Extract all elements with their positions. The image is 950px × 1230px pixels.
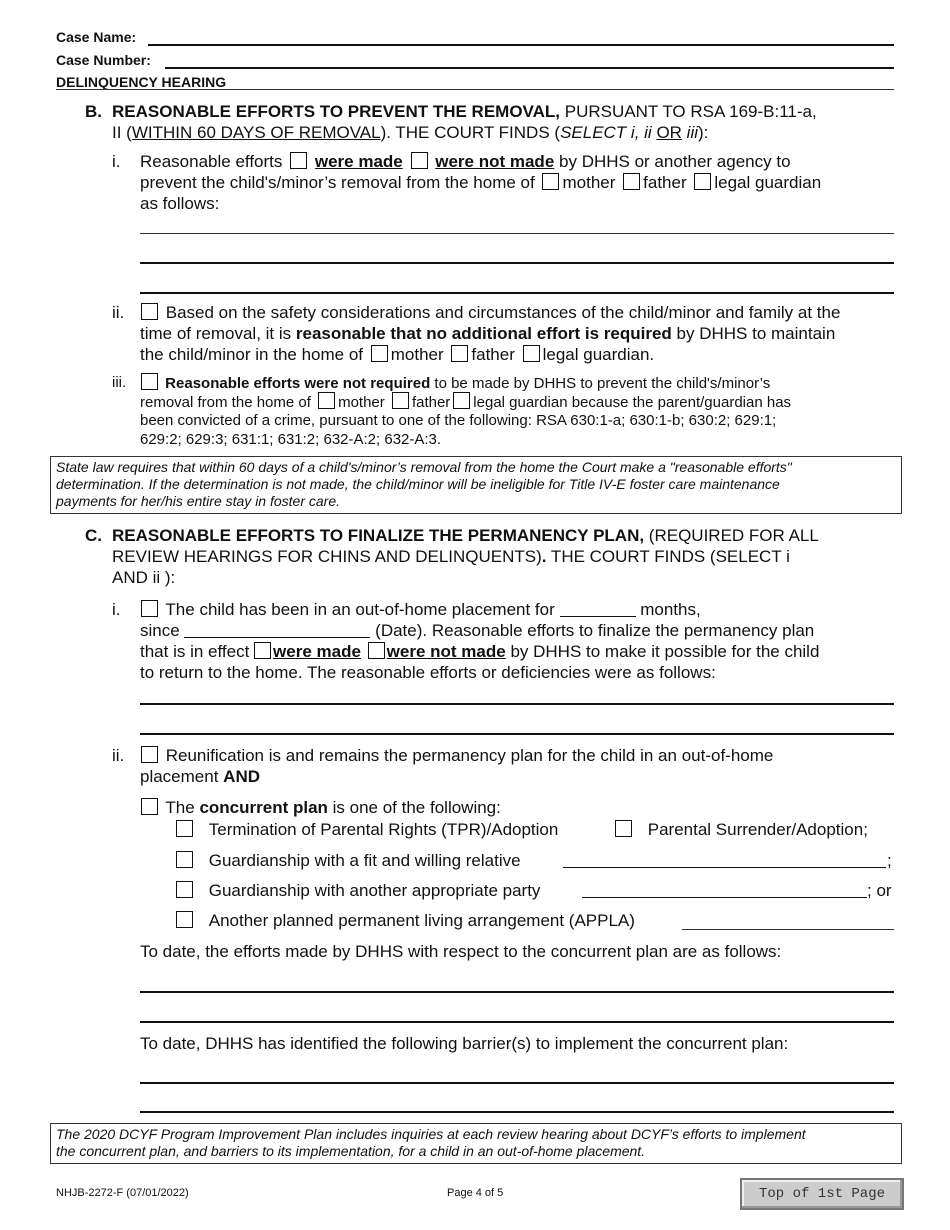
c-i-line4: to return to the home. The reasonable efforts or deficiencies were as follows: (140, 663, 716, 682)
t: The (165, 798, 200, 817)
t: Reasonable efforts were not required (165, 375, 431, 392)
note-line: the concurrent plan, and barriers to its implementation, for a child in an out-of-home placement. (56, 1143, 646, 1159)
t: REVIEW HEARINGS FOR CHINS AND DELINQUENTS) (112, 547, 542, 566)
c-ii-checkbox[interactable] (141, 746, 158, 763)
c-i-made-checkbox[interactable] (254, 642, 271, 659)
note-line: determination. If the determination is not made, the child/minor will be ineligible for Title IV-E foster care maintenance (56, 476, 780, 492)
b-iii-checkbox[interactable] (141, 373, 158, 390)
note-line: payments for her/his entire stay in foster care. (56, 493, 341, 509)
b-i-answer-line[interactable] (140, 292, 894, 294)
barriers-answer-line[interactable] (140, 1111, 894, 1113)
t: THE COURT FINDS (SELECT i (546, 547, 790, 566)
c-i-line2 (140, 620, 814, 641)
b-ii-checkbox[interactable] (141, 303, 158, 320)
t: time of removal, it is (140, 324, 296, 343)
relative-name-field[interactable] (563, 867, 886, 868)
section-b-note (50, 456, 902, 514)
t: Termination of Parental Rights (TPR)/Adoption (208, 820, 559, 839)
b-ii-guardian-checkbox[interactable] (523, 345, 540, 362)
t: were made (273, 642, 361, 661)
t: legal guardian because the parent/guardian has (473, 394, 792, 411)
section-c-subtitle (112, 546, 790, 567)
page-number: Page 4 of 5 (447, 1187, 504, 1199)
concurrent-plan-line (140, 797, 501, 818)
note-line: State law requires that within 60 days of a child's/minor’s removal from the home the Court make a "reasonable efforts" (56, 459, 792, 475)
top-of-first-page-button[interactable]: Top of 1st Page (740, 1178, 904, 1210)
c-i-checkbox[interactable] (141, 600, 158, 617)
section-c-title (112, 525, 819, 546)
t: prevent the child's/minor’s removal from the home of (140, 173, 535, 192)
c-ii-num: ii. (112, 746, 125, 765)
t: mother (562, 173, 616, 192)
surrender-checkbox[interactable] (615, 820, 632, 837)
t: to be made by DHHS to prevent the child's/minor’s (430, 375, 771, 392)
section-c-note (50, 1123, 902, 1164)
case-name-label: Case Name: (56, 29, 137, 45)
t: REASONABLE EFFORTS TO FINALIZE THE PERMANENCY PLAN, (112, 526, 645, 545)
b-ii-num: ii. (112, 303, 125, 322)
b-iii-line3: been convicted of a crime, pursuant to one of the following: RSA 630:1-a; 630:1-b; 630:2; 629:1; (140, 412, 777, 429)
efforts-label: To date, the efforts made by DHHS with respect to the concurrent plan are as follows: (140, 942, 782, 961)
b-iii-father-checkbox[interactable] (392, 392, 409, 409)
other-party-end: ; or (867, 881, 892, 900)
section-b-title (112, 101, 817, 122)
t: by DHHS to make it possible for the child (510, 642, 820, 661)
b-i-mother-checkbox[interactable] (542, 173, 559, 190)
relative-checkbox[interactable] (176, 851, 193, 868)
b-iii-num: iii. (112, 374, 127, 391)
section-c-subtitle-end: AND ii ): (112, 568, 176, 587)
t: that is in effect (140, 642, 250, 661)
t: (Date). Reasonable efforts to finalize the permanency plan (375, 621, 815, 640)
t2: WITHIN 60 DAYS OF REMOVAL (131, 123, 381, 142)
option-tpr (175, 819, 558, 840)
t: legal guardian (714, 173, 822, 192)
b-iii-mother-checkbox[interactable] (318, 392, 335, 409)
t: were made (314, 152, 403, 171)
case-number-field[interactable] (165, 67, 894, 69)
t: Parental Surrender/Adoption; (647, 820, 868, 839)
option-appla (175, 910, 635, 931)
option-surrender (614, 819, 868, 840)
t: is one of the following: (327, 798, 501, 817)
b-i-line2 (140, 172, 821, 193)
barriers-label: To date, DHHS has identified the following barrier(s) to implement the concurrent plan: (140, 1034, 789, 1053)
b-ii-mother-checkbox[interactable] (371, 345, 388, 362)
t: . (541, 547, 547, 566)
t: (REQUIRED FOR ALL (644, 526, 819, 545)
t: months, (640, 600, 701, 619)
t: Guardianship with a fit and willing relative (208, 851, 521, 870)
barriers-answer-line[interactable] (140, 1082, 894, 1084)
b-ii-line1 (140, 302, 840, 323)
hearing-type-label: DELINQUENCY HEARING (56, 74, 227, 90)
section-b-letter: B. (85, 102, 102, 121)
t1: II ( (112, 123, 132, 142)
concurrent-plan-checkbox[interactable] (141, 798, 158, 815)
b-ii-line3 (140, 344, 654, 365)
t: AND (223, 767, 261, 786)
section-b-subtitle (112, 122, 708, 143)
t: were not made (435, 152, 555, 171)
section-b-title-rest: PURSUANT TO RSA 169-B:11-a, (560, 102, 817, 121)
t4: SELECT i, ii (560, 123, 652, 142)
t: reasonable that no additional effort is required (295, 324, 672, 343)
b-i-guardian-checkbox[interactable] (694, 173, 711, 190)
t: the child/minor in the home of (140, 345, 364, 364)
other-party-name-field[interactable] (582, 897, 867, 898)
c-ii-line1 (140, 745, 773, 766)
b-i-answer-line[interactable] (140, 233, 894, 234)
t7: ): (698, 123, 709, 142)
t: father (411, 394, 451, 411)
form-id: NHJB-2272-F (07/01/2022) (56, 1187, 189, 1199)
t: by DHHS or another agency to (559, 152, 791, 171)
case-name-field[interactable] (148, 44, 894, 46)
c-i-line1 (140, 599, 701, 620)
b-iii-line2 (140, 392, 791, 412)
t: father (471, 345, 515, 364)
b-i-answer-line[interactable] (140, 262, 894, 264)
tpr-checkbox[interactable] (176, 820, 193, 837)
b-ii-father-checkbox[interactable] (451, 345, 468, 362)
appla-field[interactable] (682, 929, 894, 930)
b-i-made-checkbox[interactable] (290, 152, 307, 169)
t: since (140, 621, 180, 640)
b-i-not-made-checkbox[interactable] (411, 152, 428, 169)
c-i-answer-line[interactable] (140, 703, 894, 705)
b-iii-guardian-checkbox[interactable] (453, 392, 470, 409)
t: The child has been in an out-of-home placement for (165, 600, 555, 619)
c-i-line3 (140, 641, 819, 662)
c-i-num: i. (112, 600, 121, 619)
other-party-checkbox[interactable] (176, 881, 193, 898)
t6: iii (686, 123, 699, 142)
t: mother (338, 394, 385, 411)
b-i-father-checkbox[interactable] (623, 173, 640, 190)
t: placement (140, 767, 224, 786)
efforts-answer-line[interactable] (140, 1021, 894, 1023)
t: father (643, 173, 687, 192)
t: mother (390, 345, 444, 364)
t: removal from the home of (140, 394, 311, 411)
t: by DHHS to maintain (671, 324, 836, 343)
section-c-letter: C. (85, 526, 102, 545)
t: Based on the safety considerations and circumstances of the child/minor and family at the (165, 303, 841, 322)
b-iii-line1 (140, 373, 770, 393)
since-date-field[interactable] (184, 622, 370, 638)
months-field[interactable] (560, 601, 636, 617)
b-i-num: i. (112, 152, 121, 171)
t: Reasonable efforts (140, 152, 283, 171)
relative-end: ; (887, 851, 892, 870)
t: Guardianship with another appropriate party (208, 881, 541, 900)
c-ii-line2 (140, 766, 260, 787)
section-b-title-bold: REASONABLE EFFORTS TO PREVENT THE REMOVAL, (112, 102, 561, 121)
t5: OR (656, 123, 682, 142)
b-iii-line4: 629:2; 629:3; 631:1; 631:2; 632-A:2; 632-A:3. (140, 431, 442, 448)
t: Reunification is and remains the permanency plan for the child in an out-of-home (165, 746, 774, 765)
note-line: The 2020 DCYF Program Improvement Plan includes inquiries at each review hearing about DCYF’s efforts to implement (56, 1126, 806, 1142)
c-i-answer-line[interactable] (140, 733, 894, 735)
t: legal guardian. (542, 345, 655, 364)
option-relative (175, 850, 521, 871)
appla-checkbox[interactable] (176, 911, 193, 928)
header-divider (56, 89, 894, 90)
case-number-label: Case Number: (56, 52, 151, 68)
b-i-line3: as follows: (140, 194, 220, 213)
t: were not made (386, 642, 506, 661)
c-i-not-made-checkbox[interactable] (368, 642, 385, 659)
b-ii-line2 (140, 323, 835, 344)
b-i-line1 (140, 151, 791, 172)
t: concurrent plan (199, 798, 328, 817)
t: Another planned permanent living arrangement (APPLA) (208, 911, 635, 930)
efforts-answer-line[interactable] (140, 991, 894, 993)
option-other-party (175, 880, 540, 901)
t3: ). THE COURT FINDS ( (380, 123, 561, 142)
